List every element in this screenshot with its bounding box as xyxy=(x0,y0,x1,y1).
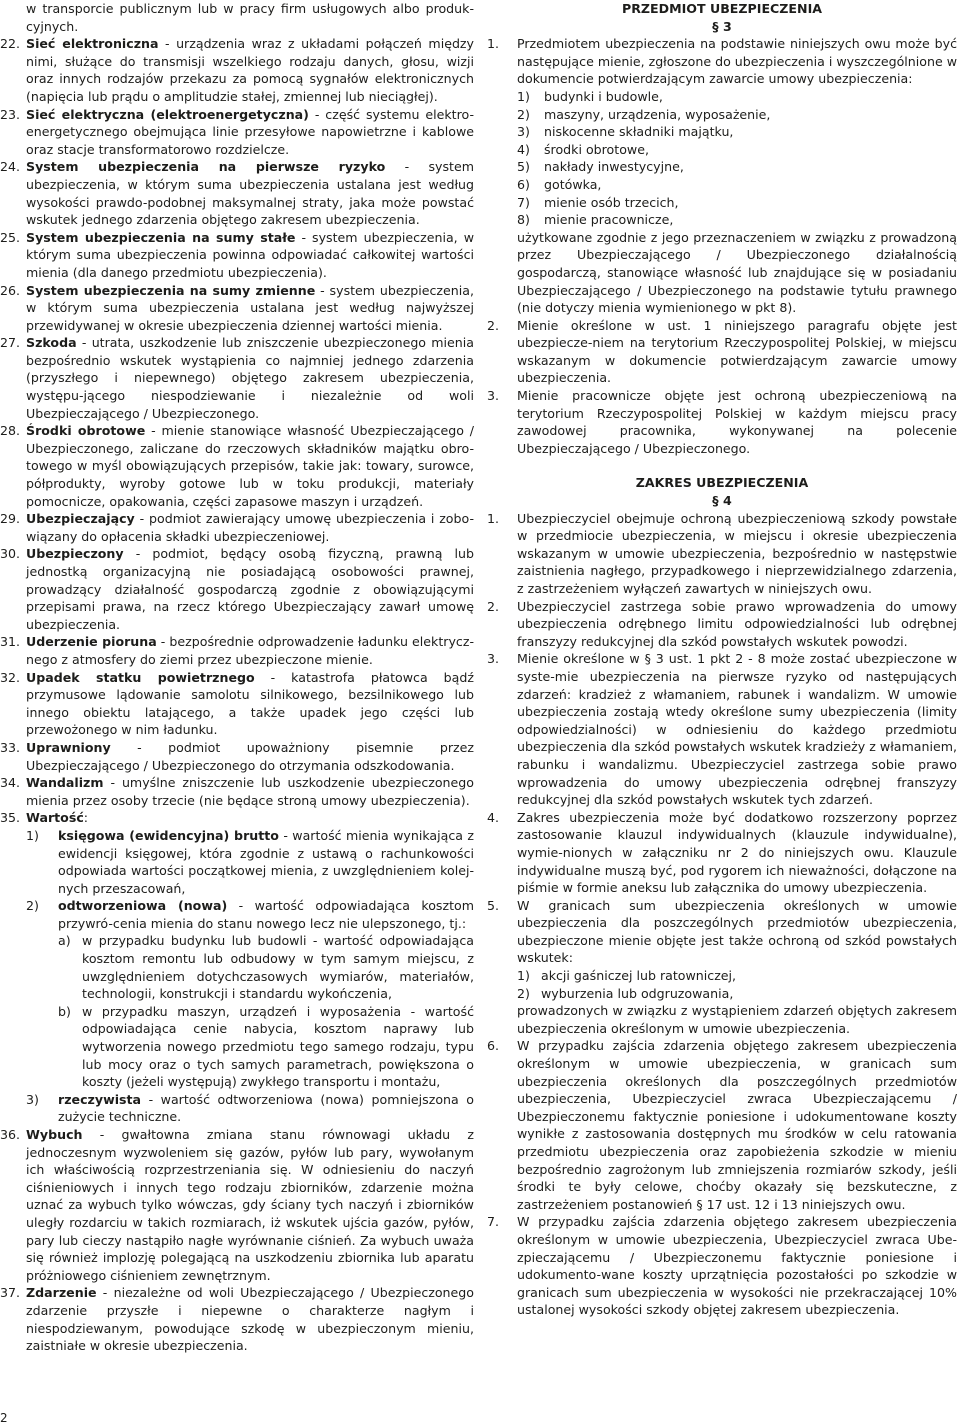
definition-number: 33. xyxy=(0,739,21,755)
definition-text: - system ubezpieczenia, w którym suma ubezpieczenia ustalana jest według wysokości prawdo-podobnej maksymalnej straty, jaka może powstać wskutek jednego zdarzenia objętego zakresem ubezpieczenia. xyxy=(26,159,474,228)
definition-24 xyxy=(0,158,474,228)
definition-number: 26. xyxy=(0,282,21,298)
clause-4-2: 2. Ubezpieczyciel zastrzega sobie prawo wprowadzenia do umowy ubezpieczenia odrębnego limitu odpowiedzialności lub odrębnej franszyzy redukcyjnej dla szkód powstałych wskutek powodzi. xyxy=(487,598,957,649)
definition-number: 28. xyxy=(0,423,21,439)
definition-26 xyxy=(0,282,474,335)
section-heading: ZAKRES UBEZPIECZENIA xyxy=(635,475,809,491)
definition-term: Ubezpieczający xyxy=(26,511,135,527)
definition-number: 36. xyxy=(0,1127,21,1142)
definition-30 xyxy=(0,545,474,633)
definition-term: Wandalizm xyxy=(26,775,104,791)
clause-4-4: 4. Zakres ubezpieczenia może być dodatkowo rozszerzony poprzez zastosowanie klauzul indywidualnych (klauzule indywidualne), wymie-nionych w załączniku nr 2 do niniejszych owu. Klauzule indywidualne muszą być, pod rygorem ich nieważności, dołączone na piśmie w formie aneksu lub załącznika do umowy ubezpieczenia. xyxy=(487,809,957,896)
page-number: 2 xyxy=(0,1411,8,1425)
definition-text: - urządzenia wraz z układami połączeń między nimi, służące do transmisji wszelkiego rodzaju danych, głosu, wizji oraz innych rodzajów przekazu za pomocą sygnałów elektronicznych (napięcia lub prądu o amplitudzie stałej, zmiennej lub nieciągłej). xyxy=(26,36,474,104)
nested-item: b) w przypadku maszyn, urządzeń i wyposażenia - wartość odpowiadająca cenie nabycia, kosztom naprawy lub wytworzenia nowego przedmiotu tego samego rodzaju, typu lub mocy oraz o tych samych parametrach, powiększona o koszty (jeżeli występują) zwykłego transportu i montażu, xyxy=(58,1003,474,1090)
definition-text: - system ubezpieczenia, w którym suma ubezpieczenia powinna odpowiadać całkowitej wartości mienia (dla danego przedmiotu ubezpieczenia). xyxy=(26,229,474,280)
definition-number: 23. xyxy=(0,106,21,122)
definition-number: 24. xyxy=(0,159,21,175)
property-list xyxy=(517,88,957,229)
definition-28 xyxy=(0,422,474,510)
list-item: 5) nakłady inwestycyjne, xyxy=(517,159,684,175)
definition-term: System ubezpieczenia na sumy stałe xyxy=(26,229,296,245)
definition-25 xyxy=(0,229,474,282)
definition-text: - podmiot zawierający umowę ubezpieczenia i zobo-wiązany do opłacenia składki ubezpieczeniowej. xyxy=(26,511,474,544)
definition-term: Szkoda xyxy=(26,335,77,351)
list-item: 7) mienie osób trzecich, xyxy=(517,194,679,210)
definition-text: - umyślne zniszczenie lub uszkodzenie ubezpieczonego mienia przez osoby trzecie (nie będące stroną umowy ubezpieczenia). xyxy=(26,775,474,808)
paragraph-number: § 4 xyxy=(712,493,732,509)
definition-text: - gwałtowna zmiana stanu równowagi układu z jednoczesnym wyzwoleniem się gazów, pyłów lub pary, wywołanym ich właściwością rozprzestrzeniania się. W odniesieniu do naczyń ciśnieniowych i innych tego rodzaju zbiorników, zdarzenie można uznać za wybuch tylko wówczas, gdy ściany tych naczyń i zbiorników uległy rozdarciu w takich rozmiarach, iż wskutek ujścia gazów, pyłów, pary lub cieczy nastąpiło nagłe wyrównanie ciśnień. Za wybuch uważa się również implozję polegającą na uszkodzeniu zbiornika lub aparatu próżniowego ciśnieniem zewnętrznym. xyxy=(26,1127,474,1283)
definition-term: System ubezpieczenia na pierwsze ryzyko xyxy=(26,159,386,175)
clause-4-3: 3. Mienie określone w § 3 ust. 1 pkt 2 - 8 może zostać ubezpieczone w syste-mie ubezpieczenia na pierwsze ryzyko od następujących zdarzeń: kradzież z włamaniem, rabunek i wandalizm. W umowie ubezpieczenia zostają wtedy określone sumy ubezpieczenia (limity odpowiedzialności) w odniesieniu do każdego przedmiotu ubezpieczenia dla szkód powstałych wskutek kradzieży z włamaniem, rabunku i wandalizmu. Ubezpieczyciel zastrzega sobie prawo wprowadzenia do umowy ubezpieczenia odrębnej franszyzy redukcyjnej dla szkód powstałych wskutek tych zdarzeń. xyxy=(487,651,957,808)
definition-term: Uprawniony xyxy=(26,739,111,755)
sublist-item: 3) rzeczywista - wartość odtworzeniowa (nowa) pomniejszona o zużycie techniczne. xyxy=(26,1091,474,1125)
sublist-item: 1) akcji gaśniczej lub ratowniczej, xyxy=(517,968,737,984)
definition-number: 31. xyxy=(0,634,21,650)
definition-number: 25. xyxy=(0,229,21,245)
definition-32 xyxy=(0,669,474,739)
nested-item: a) w przypadku budynku lub budowli - wartość odpowiadająca kosztom remontu lub odbudowy w tym samym miejscu, z uwzględnieniem dotychczasowych wymiarów, materiałów, technologii, konstrukcji i standardu wykończenia, xyxy=(58,933,474,1002)
sublist-item: 2) odtworzeniowa (nowa) - wartość odpowiadająca kosztom przywró-cenia mienia do stanu nowego lecz nie ulepszonego, tj.: xyxy=(26,898,474,931)
definition-number: 22. xyxy=(0,36,21,52)
clause-4-1: 1. Ubezpieczyciel obejmuje ochroną ubezpieczeniową szkody powstałe w przedmiocie ubezpieczenia, w miejscu i okresie ubezpieczenia wskazanym w umowie ubezpieczenia, bezpośrednio w następstwie zaistnienia nagłego, przypadkowego i nieprzewidzialnego zdarzenia, z zastrzeżeniem wyłączeń zawartych w niniejszych owu. xyxy=(487,510,957,596)
definition-23 xyxy=(0,106,474,159)
definition-35-sublist xyxy=(26,827,474,1126)
definition-29 xyxy=(0,510,474,545)
definition-text: - część systemu elektro-energetycznego obejmująca linie przesyłowe napowietrzne i kablowe oraz stacje transformatorowo rozdzielcze. xyxy=(26,106,474,157)
clause-4-6: 6. W przypadku zajścia zdarzenia objętego zakresem ubezpieczenia określonym w umowie ubezpieczenia, w granicach sum ubezpieczenia określonych dla poszczególnych przedmiotów ubezpieczenia, Ubezpieczyciel zwraca Ubezpieczającemu / Ubezpieczonemu faktycznie poniesione i udokumentowane koszty wynikłe z zastosowania dostępnych mu środków w celu ratowania przedmiotu ubezpieczenia oraz zapobieżenia szkodzie w mieniu bezpośrednio zagrożonym lub zmniejszenia rozmiarów szkody, jeśli środki te były celowe, choćby okazały się bezskuteczne, z zastrzeżeniem postanowień § 17 ust. 12 i 13 niniejszych owu. xyxy=(487,1038,957,1212)
definition-text: - system ubezpieczenia, w którym suma ubezpieczenia ustalana jest według najwyższej przewidywanej w okresie ubezpieczenia dziennej wartości mienia. xyxy=(26,282,474,333)
definition-36 xyxy=(0,1126,474,1284)
definition-33 xyxy=(0,739,474,774)
definition-term: Sieć elektroniczna xyxy=(26,36,159,52)
definition-text: - niezależne od woli Ubezpieczającego / Ubezpieczonego zdarzenie przyszłe i niepewne o charakterze nagłym i niespodziewanym, powodujące szkodę w ubezpieczonym mieniu, zaistniałe w okresie ubezpieczenia. xyxy=(26,1285,474,1354)
clause-3-1-continuation: użytkowane zgodnie z jego przeznaczeniem w związku z prowadzoną przez Ubezpieczającego / Ubezpieczonego działalnością gospodarczą, stanowiące własność lub znajdujące się w posiadaniu Ubezpieczającego / Ubezpieczonego na podstawie tytułu prawnego (nie dotyczy mienia wymienionego w pkt 8). xyxy=(517,229,957,316)
clause-3-2: 2. Mienie określone w ust. 1 niniejszego paragrafu objęte jest ubezpiecze-niem na terytorium Rzeczypospolitej Polskiej, w miejscu wskazanym w dokumencie potwierdzającym zawarcie umowy ubezpieczenia. xyxy=(487,317,957,386)
right-column xyxy=(487,0,957,1319)
definition-22 xyxy=(0,35,474,105)
definition-37 xyxy=(0,1284,474,1354)
definition-text: - mienie stanowiące własność Ubezpieczającego / Ubezpieczonego, zaliczane do rzeczowych składników majątku obro-towego w myśl obowiązujących przepisów, takie jak: towary, surowce, półprodukty, wyroby gotowe lub w toku produkcji, materiały pomocnicze, opakowania, części zapasowe maszyn i urządzeń. xyxy=(26,423,475,509)
list-item: 4) środki obrotowe, xyxy=(517,141,649,157)
definition-text: - bezpośrednie odprowadzenie ładunku elektrycz-nego z atmosfery do ziemi przez ubezpieczone mienie. xyxy=(26,634,474,667)
sublist-item: 1) księgowa (ewidencyjna) brutto - wartość mienia wynikająca z ewidencji księgowej, która zgodnie z ustawą o rachunkowości odpowiada wartości początkowej mienia, z uwzględnieniem kolej-nych przeszacowań, xyxy=(26,827,474,896)
definition-term: Sieć elektryczna (elektroenergetyczna) xyxy=(26,106,309,122)
list-item: 8) mienie pracownicze, xyxy=(517,212,674,228)
definition-34 xyxy=(0,774,474,809)
list-item: 1) budynki i budowle, xyxy=(517,88,663,104)
definition-number: 32. xyxy=(0,669,21,685)
list-item: 3) niskocenne składniki majątku, xyxy=(517,124,734,140)
clause-4-5: 5. W granicach sum ubezpieczenia określonych w umowie ubezpieczenia dla poszczególnych przedmiotów ubezpieczenia, ubezpieczone mienie objęte jest także ochroną od szkód powstałych wskutek: 1) akcji gaśniczej lub ratowniczej, 2) wyburzenia lub odgruzowania, prowadzonych w związku z wystąpieniem zdarzeń objętych zakresem ubezpieczenia określonym w umowie ubezpieczenia. xyxy=(487,897,957,1036)
intro-continuation: w transporcie publicznym lub w pracy firm usługowych albo produk-cyjnych. xyxy=(26,1,474,34)
definition-text: - podmiot, będący osobą fizyczną, prawną lub jednostką organizacyjną nie posiadającą osobowości prawnej, prowadzący działalność gospodarczą zgodnie z obowiązującymi przepisami prawa, na rzecz którego Ubezpieczający zawarł umowę ubezpieczenia. xyxy=(26,546,474,632)
left-column xyxy=(0,0,474,1355)
sublist-item: 2) wyburzenia lub odgruzowania, xyxy=(517,985,734,1001)
definition-number: 35. xyxy=(0,810,21,826)
definition-number: 37. xyxy=(0,1285,21,1301)
clause-3-3: 3. Mienie pracownicze objęte jest ochroną ubezpieczeniową na terytorium Rzeczypospolitej Polskiej w każdym miejscu pracy zawodowej pracownika, wykonywanej na polecenie Ubezpieczającego / Ubezpieczonego. xyxy=(487,388,957,456)
paragraph-number: § 3 xyxy=(712,18,732,34)
definition-number: 34. xyxy=(0,775,21,791)
definition-35: 35. Wartość: xyxy=(0,810,89,826)
definition-text: - podmiot upoważniony pisemnie przez Ubezpieczającego / Ubezpieczonego do otrzymania odszkodowania. xyxy=(26,739,474,773)
definition-term: System ubezpieczenia na sumy zmienne xyxy=(26,282,316,298)
definition-number: 29. xyxy=(0,511,21,527)
definition-text: - utrata, uszkodzenie lub zniszczenie ubezpieczonego mienia bezpośrednio wskutek wystąpienia co najmniej jednego zdarzenia (przyszłego i niepewnego) objętego zakresem ubezpieczenia, występu-jącego niespodziewanie i niezależnie od woli Ubezpieczającego / Ubezpieczonego. xyxy=(26,335,474,421)
nested-sublist xyxy=(58,932,474,1090)
definition-term: Uderzenie pioruna xyxy=(26,634,157,650)
list-item: 2) maszyny, urządzenia, wyposażenie, xyxy=(517,106,771,122)
definition-31 xyxy=(0,633,474,668)
definition-term: Zdarzenie xyxy=(26,1285,97,1301)
clause-3-1: 1. Przedmiotem ubezpieczenia na podstawie niniejszych owu może być następujące mienie, zgłoszone do ubezpieczenia i wyszczególnione w dokumencie potwierdzającym zawarcie umowy ubezpieczenia: xyxy=(487,36,957,87)
definition-number: 27. xyxy=(0,335,21,351)
definition-text: - katastrofa płatowca bądź przymusowe lądowanie samolotu silnikowego, bezsilnikowego lub innego obiektu latającego, a także upadek jego części lub przewożonego w nim ładunku. xyxy=(26,669,474,738)
definition-27 xyxy=(0,334,474,422)
list-item: 6) gotówka, xyxy=(517,176,602,192)
section-heading: PRZEDMIOT UBEZPIECZENIA xyxy=(621,1,823,16)
definition-term: Środki obrotowe xyxy=(26,423,146,439)
definition-term: Ubezpieczony xyxy=(26,546,124,562)
definition-term: Upadek statku powietrznego xyxy=(26,669,255,685)
clause-4-7: 7. W przypadku zajścia zdarzenia objętego zakresem ubezpieczenia określonym w umowie ubezpieczenia, Ubezpieczyciel zwraca Ube-zpieczającemu / Ubezpieczonemu faktycznie poniesione i udokumento-wane koszty uprzątnięcia pozostałości po szkodzie w granicach sum ubezpieczenia w wysokości nie przekraczającej 10% ustalonej wysokości szkody objętej zakresem ubezpieczenia. xyxy=(487,1214,957,1318)
definition-term: Wybuch xyxy=(26,1127,83,1142)
definition-number: 30. xyxy=(0,546,21,562)
definition-term: Wartość xyxy=(26,810,84,826)
